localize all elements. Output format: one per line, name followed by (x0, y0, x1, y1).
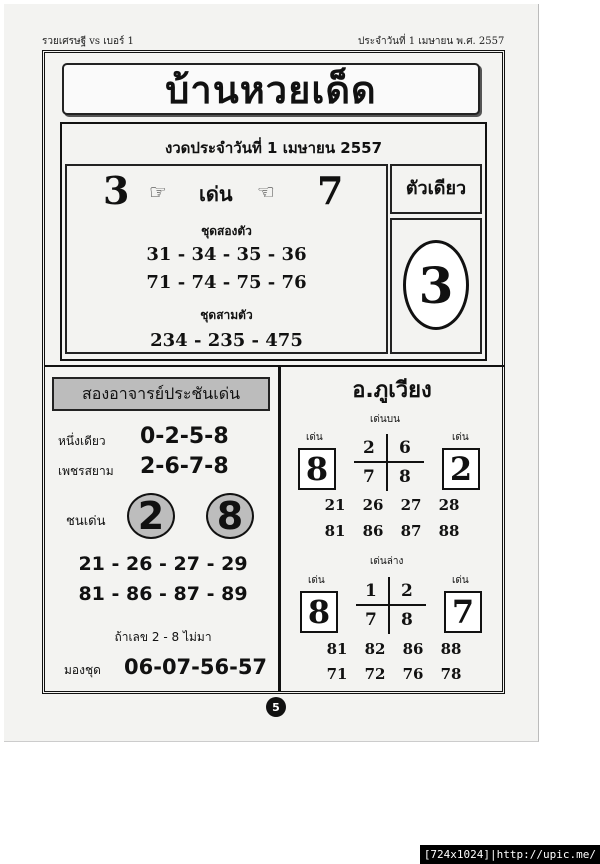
number: 81 (324, 522, 346, 540)
lower-grid-cell: 2 (401, 581, 413, 601)
left-pairs-row-2: 81 - 86 - 87 - 89 (78, 583, 248, 605)
number: 27 (400, 496, 422, 514)
column-divider (278, 365, 281, 692)
header-date: ประจำวันที่ 1 เมษายน พ.ศ. 2557 (358, 36, 505, 47)
number: 28 (438, 496, 460, 514)
upper-grid-cell: 6 (399, 438, 411, 458)
left-panel-title: สองอาจารย์ประชันเด่น (52, 377, 270, 411)
number: 72 (364, 665, 386, 683)
page-number: 5 (266, 697, 286, 717)
upper-row-1 (316, 496, 468, 514)
number: 88 (438, 522, 460, 540)
lower-grid-hline (356, 604, 426, 606)
footer-watermark: [724x1024]|http://upic.me/ (420, 845, 600, 864)
pointing-right-hand-icon: ☞ (149, 180, 167, 204)
lower-grid-cell: 1 (365, 581, 377, 601)
row2-label: เพชรสยาม (58, 464, 114, 478)
number: 86 (402, 640, 424, 658)
featured-digit-1: 2 (127, 493, 175, 539)
set-value: 06-07-56-57 (124, 655, 268, 679)
lower-grid-vline (388, 577, 390, 634)
upper-grid-cell: 7 (363, 467, 375, 487)
draw-section (60, 122, 487, 361)
upper-grid-cell: 8 (399, 467, 411, 487)
header-publication: รวยเศรษฐี vs เบอร์ 1 (42, 36, 134, 47)
pointing-left-hand-icon: ☜ (257, 180, 275, 204)
single-digit: 3 (403, 240, 469, 330)
lower-left-label: เด่น (308, 575, 325, 586)
hot-right-digit: 7 (317, 168, 344, 213)
number: 76 (402, 665, 424, 683)
lower-grid-cell: 7 (365, 610, 377, 630)
section-divider (44, 365, 504, 367)
lower-label: เด่นล่าง (370, 556, 404, 567)
upper-right-label: เด่น (452, 432, 469, 443)
hot-left-digit: 3 (103, 168, 130, 213)
lower-row-2 (318, 665, 470, 683)
upper-grid-cell: 2 (363, 438, 375, 458)
lower-left-digit: 8 (300, 591, 338, 633)
pairs-row-1: 31 - 34 - 35 - 36 (146, 244, 307, 265)
upper-left-digit: 8 (298, 448, 336, 490)
row2-value: 2-6-7-8 (140, 454, 229, 479)
left-pairs-row-1: 21 - 26 - 27 - 29 (78, 553, 248, 575)
upper-left-label: เด่น (306, 432, 323, 443)
row1-value: 0-2-5-8 (140, 424, 229, 449)
condition-note: ถ้าเลข 2 - 8 ไม่มา (114, 630, 212, 644)
triples-row: 234 - 235 - 475 (150, 330, 303, 351)
number: 21 (324, 496, 346, 514)
number: 82 (364, 640, 386, 658)
right-panel-title: อ.ภูเวียง (352, 378, 432, 403)
upper-right-digit: 2 (442, 448, 480, 490)
triple-label: ชุดสามตัว (200, 308, 253, 322)
upper-row-2 (316, 522, 468, 540)
number: 86 (362, 522, 384, 540)
upper-grid-hline (354, 461, 424, 463)
hot-label: เด่น (199, 182, 233, 206)
upper-grid-vline (386, 434, 388, 491)
featured-label: ชนเด่น (66, 514, 106, 529)
number: 88 (440, 640, 462, 658)
lower-right-digit: 7 (444, 591, 482, 633)
number: 26 (362, 496, 384, 514)
pair-label: ชุดสองตัว (201, 224, 252, 238)
featured-digit-2: 8 (206, 493, 254, 539)
number: 78 (440, 665, 462, 683)
pairs-row-2: 71 - 74 - 75 - 76 (146, 272, 307, 293)
lower-grid-cell: 8 (401, 610, 413, 630)
draw-date: งวดประจำวันที่ 1 เมษายน 2557 (164, 139, 383, 157)
number: 71 (326, 665, 348, 683)
row1-label: หนึ่งเดียว (58, 434, 106, 448)
lower-row-1 (318, 640, 470, 658)
single-box (390, 218, 482, 354)
number: 81 (326, 640, 348, 658)
upper-label: เด่นบน (370, 414, 400, 425)
page-title: บ้านหวยเด็ด (62, 63, 480, 115)
number: 87 (400, 522, 422, 540)
set-label: มองชุด (64, 663, 101, 677)
hot-numbers-box (65, 164, 388, 354)
single-label: ตัวเดียว (390, 164, 482, 214)
lower-right-label: เด่น (452, 575, 469, 586)
